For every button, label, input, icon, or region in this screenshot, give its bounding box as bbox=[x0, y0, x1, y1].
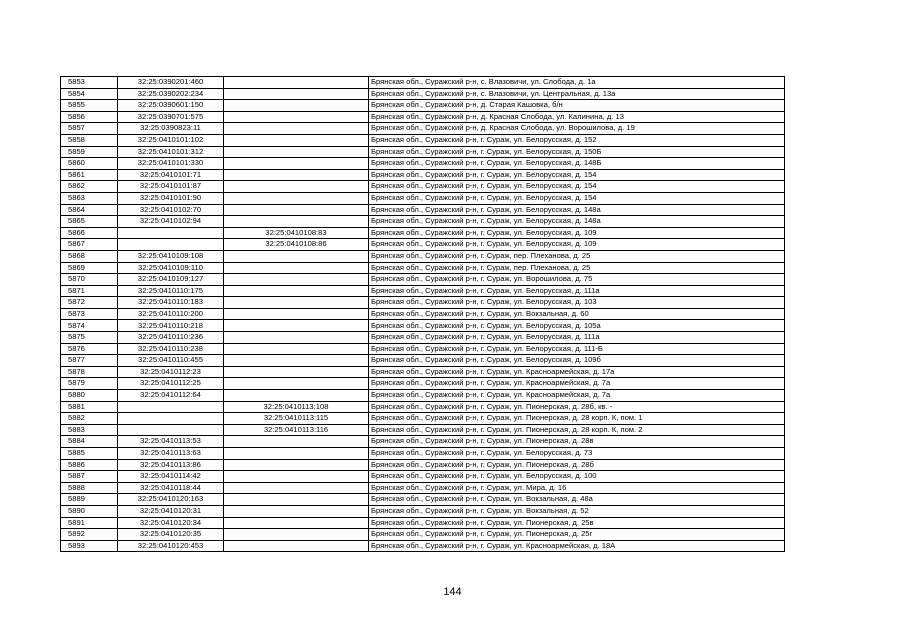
address-cell: Брянская обл., Суражский р-н, г. Сураж, ул. Мира, д. 16 bbox=[369, 482, 785, 494]
table-row bbox=[61, 308, 785, 320]
cadastral-number-alt-cell bbox=[224, 216, 369, 228]
address-cell: Брянская обл., Суражский р-н, г. Сураж, ул. Белорусская, д. 111а bbox=[369, 285, 785, 297]
table-row bbox=[61, 134, 785, 146]
cadastral-number-alt-cell bbox=[224, 250, 369, 262]
cadastral-number-cell: 32:25:0410101:102 bbox=[118, 134, 224, 146]
cadastral-number-alt-cell bbox=[224, 158, 369, 170]
row-number-cell: 5884 bbox=[61, 436, 118, 448]
cadastral-number-cell bbox=[118, 239, 224, 251]
cadastral-number-cell: 32:25:0410112:25 bbox=[118, 378, 224, 390]
row-number-cell: 5858 bbox=[61, 134, 118, 146]
table-row bbox=[61, 529, 785, 541]
cadastral-number-alt-cell: 32:25:0410113:108 bbox=[224, 401, 369, 413]
cadastral-number-alt-cell bbox=[224, 517, 369, 529]
cadastral-number-cell: 32:25:0410113:86 bbox=[118, 459, 224, 471]
address-cell: Брянская обл., Суражский р-н, г. Сураж, ул. Красноармейская, д. 17а bbox=[369, 366, 785, 378]
cadastral-number-cell: 32:25:0410120:31 bbox=[118, 505, 224, 517]
cadastral-number-cell bbox=[118, 424, 224, 436]
cadastral-number-alt-cell bbox=[224, 308, 369, 320]
row-number-cell: 5881 bbox=[61, 401, 118, 413]
row-number-cell: 5888 bbox=[61, 482, 118, 494]
table-row bbox=[61, 343, 785, 355]
table-row bbox=[61, 274, 785, 286]
cadastral-number-cell: 32:25:0410113:63 bbox=[118, 448, 224, 460]
row-number-cell: 5889 bbox=[61, 494, 118, 506]
address-cell: Брянская обл., Суражский р-н, г. Сураж, ул. Красноармейская, д. 7а bbox=[369, 390, 785, 402]
cadastral-number-alt-cell: 32:25:0410113:116 bbox=[224, 424, 369, 436]
address-cell: Брянская обл., Суражский р-н, г. Сураж, ул. Белорусская, д. 148а bbox=[369, 216, 785, 228]
row-number-cell: 5876 bbox=[61, 343, 118, 355]
cadastral-number-alt-cell bbox=[224, 471, 369, 483]
cadastral-number-cell: 32:25:0410101:312 bbox=[118, 146, 224, 158]
cadastral-number-alt-cell: 32:25:0410108:83 bbox=[224, 227, 369, 239]
cadastral-number-cell: 32:25:0410113:53 bbox=[118, 436, 224, 448]
address-cell: Брянская обл., Суражский р-н, г. Сураж, ул. Белорусская, д. 150Б bbox=[369, 146, 785, 158]
cadastral-number-cell bbox=[118, 227, 224, 239]
address-cell: Брянская обл., Суражский р-н, г. Сураж, ул. Белорусская, д. 111а bbox=[369, 332, 785, 344]
cadastral-number-alt-cell: 32:25:0410108:86 bbox=[224, 239, 369, 251]
cadastral-number-alt-cell bbox=[224, 169, 369, 181]
cadastral-number-cell: 32:25:0410118:44 bbox=[118, 482, 224, 494]
cadastral-number-alt-cell bbox=[224, 123, 369, 135]
address-cell: Брянская обл., Суражский р-н, с. Влазовичи, ул. Центральная, д. 13а bbox=[369, 88, 785, 100]
address-cell: Брянская обл., Суражский р-н, г. Сураж, ул. Белорусская, д. 100 bbox=[369, 471, 785, 483]
cadastral-number-alt-cell bbox=[224, 88, 369, 100]
table-row bbox=[61, 448, 785, 460]
cadastral-number-cell bbox=[118, 413, 224, 425]
row-number-cell: 5890 bbox=[61, 505, 118, 517]
table-row bbox=[61, 517, 785, 529]
table-row bbox=[61, 332, 785, 344]
table-row bbox=[61, 262, 785, 274]
cadastral-number-cell: 32:25:0410110:175 bbox=[118, 285, 224, 297]
table-row bbox=[61, 77, 785, 89]
address-cell: Брянская обл., Суражский р-н, г. Сураж, ул. Белорусская, д. 148а bbox=[369, 204, 785, 216]
cadastral-number-alt-cell: 32:25:0410113:115 bbox=[224, 413, 369, 425]
table-row bbox=[61, 250, 785, 262]
cadastral-number-alt-cell bbox=[224, 332, 369, 344]
cadastral-number-alt-cell bbox=[224, 366, 369, 378]
table-row bbox=[61, 366, 785, 378]
table-row bbox=[61, 482, 785, 494]
address-cell: Брянская обл., Суражский р-н, г. Сураж, ул. Пионерская, д. 25в bbox=[369, 517, 785, 529]
row-number-cell: 5893 bbox=[61, 540, 118, 552]
table-row bbox=[61, 459, 785, 471]
cadastral-number-cell: 32:25:0410120:35 bbox=[118, 529, 224, 541]
table-row bbox=[61, 158, 785, 170]
table-row bbox=[61, 204, 785, 216]
table-row bbox=[61, 146, 785, 158]
row-number-cell: 5886 bbox=[61, 459, 118, 471]
address-cell: Брянская обл., Суражский р-н, г. Сураж, ул. Вокзальная, д. 48а bbox=[369, 494, 785, 506]
row-number-cell: 5864 bbox=[61, 204, 118, 216]
row-number-cell: 5859 bbox=[61, 146, 118, 158]
cadastral-number-alt-cell bbox=[224, 540, 369, 552]
cadastral-number-cell: 32:25:0390701:575 bbox=[118, 111, 224, 123]
address-cell: Брянская обл., Суражский р-н, г. Сураж, ул. Белорусская, д. 111-Б bbox=[369, 343, 785, 355]
property-table bbox=[60, 76, 785, 552]
row-number-cell: 5879 bbox=[61, 378, 118, 390]
cadastral-number-cell: 32:25:0410110:218 bbox=[118, 320, 224, 332]
address-cell: Брянская обл., Суражский р-н, г. Сураж, ул. Пионерская, д. 28 корп. К, пом. 2 bbox=[369, 424, 785, 436]
address-cell: Брянская обл., Суражский р-н, г. Сураж, ул. Белорусская, д. 148Б bbox=[369, 158, 785, 170]
table-row bbox=[61, 88, 785, 100]
cadastral-number-alt-cell bbox=[224, 448, 369, 460]
cadastral-number-cell: 32:25:0410109:110 bbox=[118, 262, 224, 274]
table-row bbox=[61, 216, 785, 228]
row-number-cell: 5854 bbox=[61, 88, 118, 100]
row-number-cell: 5880 bbox=[61, 390, 118, 402]
address-cell: Брянская обл., Суражский р-н, г. Сураж, пер. Плеханова, д. 25 bbox=[369, 262, 785, 274]
address-cell: Брянская обл., Суражский р-н, г. Сураж, ул. Красноармейская, д. 18А bbox=[369, 540, 785, 552]
row-number-cell: 5861 bbox=[61, 169, 118, 181]
cadastral-number-cell: 32:25:0390601:150 bbox=[118, 100, 224, 112]
cadastral-number-alt-cell bbox=[224, 262, 369, 274]
cadastral-number-cell: 32:25:0390823:11 bbox=[118, 123, 224, 135]
table-row bbox=[61, 111, 785, 123]
cadastral-number-cell: 32:25:0410112:64 bbox=[118, 390, 224, 402]
address-cell: Брянская обл., Суражский р-н, д. Красная Слобода, ул. Ворошилова, д. 19 bbox=[369, 123, 785, 135]
table-row bbox=[61, 505, 785, 517]
cadastral-number-cell: 32:25:0390202:234 bbox=[118, 88, 224, 100]
cadastral-number-alt-cell bbox=[224, 204, 369, 216]
table-row bbox=[61, 494, 785, 506]
cadastral-number-alt-cell bbox=[224, 459, 369, 471]
address-cell: Брянская обл., Суражский р-н, г. Сураж, ул. Белорусская, д. 109 bbox=[369, 239, 785, 251]
cadastral-number-cell: 32:25:0410102:70 bbox=[118, 204, 224, 216]
row-number-cell: 5866 bbox=[61, 227, 118, 239]
row-number-cell: 5862 bbox=[61, 181, 118, 193]
row-number-cell: 5860 bbox=[61, 158, 118, 170]
cadastral-number-alt-cell bbox=[224, 355, 369, 367]
cadastral-number-alt-cell bbox=[224, 111, 369, 123]
cadastral-number-alt-cell bbox=[224, 134, 369, 146]
row-number-cell: 5873 bbox=[61, 308, 118, 320]
table-row bbox=[61, 401, 785, 413]
table-row bbox=[61, 297, 785, 309]
cadastral-number-alt-cell bbox=[224, 343, 369, 355]
cadastral-number-cell: 32:25:0410101:71 bbox=[118, 169, 224, 181]
row-number-cell: 5868 bbox=[61, 250, 118, 262]
row-number-cell: 5891 bbox=[61, 517, 118, 529]
cadastral-number-cell: 32:25:0410110:238 bbox=[118, 343, 224, 355]
row-number-cell: 5892 bbox=[61, 529, 118, 541]
address-cell: Брянская обл., Суражский р-н, г. Сураж, ул. Пионерская, д. 28в bbox=[369, 436, 785, 448]
cadastral-number-cell: 32:25:0410110:236 bbox=[118, 332, 224, 344]
cadastral-number-alt-cell bbox=[224, 505, 369, 517]
table-row bbox=[61, 181, 785, 193]
cadastral-number-cell: 32:25:0410101:90 bbox=[118, 192, 224, 204]
cadastral-number-cell: 32:25:0410102:94 bbox=[118, 216, 224, 228]
row-number-cell: 5877 bbox=[61, 355, 118, 367]
page-number: 144 bbox=[443, 586, 462, 598]
table-row bbox=[61, 192, 785, 204]
row-number-cell: 5856 bbox=[61, 111, 118, 123]
row-number-cell: 5887 bbox=[61, 471, 118, 483]
address-cell: Брянская обл., Суражский р-н, г. Сураж, ул. Вокзальная, д. 52 bbox=[369, 505, 785, 517]
row-number-cell: 5871 bbox=[61, 285, 118, 297]
address-cell: Брянская обл., Суражский р-н, г. Сураж, ул. Белорусская, д. 105а bbox=[369, 320, 785, 332]
table-row bbox=[61, 471, 785, 483]
cadastral-number-alt-cell bbox=[224, 192, 369, 204]
address-cell: Брянская обл., Суражский р-н, д. Красная Слобода, ул. Калинина, д. 13 bbox=[369, 111, 785, 123]
address-cell: Брянская обл., Суражский р-н, г. Сураж, ул. Вокзальная, д. 60 bbox=[369, 308, 785, 320]
row-number-cell: 5853 bbox=[61, 77, 118, 89]
row-number-cell: 5863 bbox=[61, 192, 118, 204]
cadastral-number-cell bbox=[118, 401, 224, 413]
cadastral-number-alt-cell bbox=[224, 77, 369, 89]
table-row bbox=[61, 285, 785, 297]
cadastral-number-cell: 32:25:0410110:200 bbox=[118, 308, 224, 320]
cadastral-number-alt-cell bbox=[224, 482, 369, 494]
address-cell: Брянская обл., Суражский р-н, г. Сураж, ул. Белорусская, д. 154 bbox=[369, 181, 785, 193]
address-cell: Брянская обл., Суражский р-н, г. Сураж, ул. Белорусская, д. 154 bbox=[369, 192, 785, 204]
cadastral-number-cell: 32:25:0410114:42 bbox=[118, 471, 224, 483]
cadastral-number-cell: 32:25:0410101:330 bbox=[118, 158, 224, 170]
address-cell: Брянская обл., Суражский р-н, г. Сураж, ул. Белорусская, д. 152 bbox=[369, 134, 785, 146]
cadastral-number-cell: 32:25:0410120:34 bbox=[118, 517, 224, 529]
table-row bbox=[61, 424, 785, 436]
cadastral-number-alt-cell bbox=[224, 378, 369, 390]
cadastral-number-alt-cell bbox=[224, 436, 369, 448]
row-number-cell: 5875 bbox=[61, 332, 118, 344]
cadastral-number-cell: 32:25:0410112:23 bbox=[118, 366, 224, 378]
address-cell: Брянская обл., Суражский р-н, г. Сураж, ул. Белорусская, д. 103 bbox=[369, 297, 785, 309]
address-cell: Брянская обл., Суражский р-н, г. Сураж, ул. Пионерская, д. 28 корп. К, пом. 1 bbox=[369, 413, 785, 425]
row-number-cell: 5857 bbox=[61, 123, 118, 135]
address-cell: Брянская обл., Суражский р-н, с. Влазовичи, ул. Слобода, д. 1а bbox=[369, 77, 785, 89]
cadastral-number-cell: 32:25:0410120:163 bbox=[118, 494, 224, 506]
row-number-cell: 5885 bbox=[61, 448, 118, 460]
address-cell: Брянская обл., Суражский р-н, г. Сураж, ул. Ворошилова, д. 75 bbox=[369, 274, 785, 286]
table-row bbox=[61, 123, 785, 135]
cadastral-number-alt-cell bbox=[224, 181, 369, 193]
cadastral-number-alt-cell bbox=[224, 285, 369, 297]
address-cell: Брянская обл., Суражский р-н, г. Сураж, ул. Белорусская, д. 154 bbox=[369, 169, 785, 181]
cadastral-number-alt-cell bbox=[224, 390, 369, 402]
cadastral-number-alt-cell bbox=[224, 320, 369, 332]
address-cell: Брянская обл., Суражский р-н, д. Старая Кашовка, б/н bbox=[369, 100, 785, 112]
property-table-body bbox=[61, 77, 785, 552]
table-row bbox=[61, 540, 785, 552]
address-cell: Брянская обл., Суражский р-н, г. Сураж, ул. Пионерская, д. 25г bbox=[369, 529, 785, 541]
document-table-container bbox=[60, 76, 784, 552]
cadastral-number-cell: 32:25:0410109:108 bbox=[118, 250, 224, 262]
cadastral-number-cell: 32:25:0410110:455 bbox=[118, 355, 224, 367]
address-cell: Брянская обл., Суражский р-н, г. Сураж, пер. Плеханова, д. 25 bbox=[369, 250, 785, 262]
row-number-cell: 5869 bbox=[61, 262, 118, 274]
row-number-cell: 5867 bbox=[61, 239, 118, 251]
table-row bbox=[61, 100, 785, 112]
cadastral-number-cell: 32:25:0410109:127 bbox=[118, 274, 224, 286]
cadastral-number-cell: 32:25:0390201:460 bbox=[118, 77, 224, 89]
row-number-cell: 5865 bbox=[61, 216, 118, 228]
cadastral-number-alt-cell bbox=[224, 100, 369, 112]
cadastral-number-alt-cell bbox=[224, 146, 369, 158]
table-row bbox=[61, 320, 785, 332]
table-row bbox=[61, 239, 785, 251]
row-number-cell: 5872 bbox=[61, 297, 118, 309]
address-cell: Брянская обл., Суражский р-н, г. Сураж, ул. Пионерская, д. 28б, кв. - bbox=[369, 401, 785, 413]
address-cell: Брянская обл., Суражский р-н, г. Сураж, ул. Белорусская, д. 109 bbox=[369, 227, 785, 239]
row-number-cell: 5883 bbox=[61, 424, 118, 436]
address-cell: Брянская обл., Суражский р-н, г. Сураж, ул. Белорусская, д. 109б bbox=[369, 355, 785, 367]
address-cell: Брянская обл., Суражский р-н, г. Сураж, ул. Белорусская, д. 73 bbox=[369, 448, 785, 460]
table-row bbox=[61, 390, 785, 402]
row-number-cell: 5882 bbox=[61, 413, 118, 425]
cadastral-number-cell: 32:25:0410101:87 bbox=[118, 181, 224, 193]
table-row bbox=[61, 378, 785, 390]
address-cell: Брянская обл., Суражский р-н, г. Сураж, ул. Пионерская, д. 28б bbox=[369, 459, 785, 471]
cadastral-number-alt-cell bbox=[224, 297, 369, 309]
row-number-cell: 5870 bbox=[61, 274, 118, 286]
table-row bbox=[61, 413, 785, 425]
table-row bbox=[61, 227, 785, 239]
table-row bbox=[61, 169, 785, 181]
row-number-cell: 5855 bbox=[61, 100, 118, 112]
table-row bbox=[61, 355, 785, 367]
row-number-cell: 5878 bbox=[61, 366, 118, 378]
cadastral-number-cell: 32:25:0410120:453 bbox=[118, 540, 224, 552]
cadastral-number-alt-cell bbox=[224, 529, 369, 541]
cadastral-number-alt-cell bbox=[224, 494, 369, 506]
cadastral-number-alt-cell bbox=[224, 274, 369, 286]
cadastral-number-cell: 32:25:0410110:183 bbox=[118, 297, 224, 309]
table-row bbox=[61, 436, 785, 448]
row-number-cell: 5874 bbox=[61, 320, 118, 332]
address-cell: Брянская обл., Суражский р-н, г. Сураж, ул. Красноармейская, д. 7а bbox=[369, 378, 785, 390]
